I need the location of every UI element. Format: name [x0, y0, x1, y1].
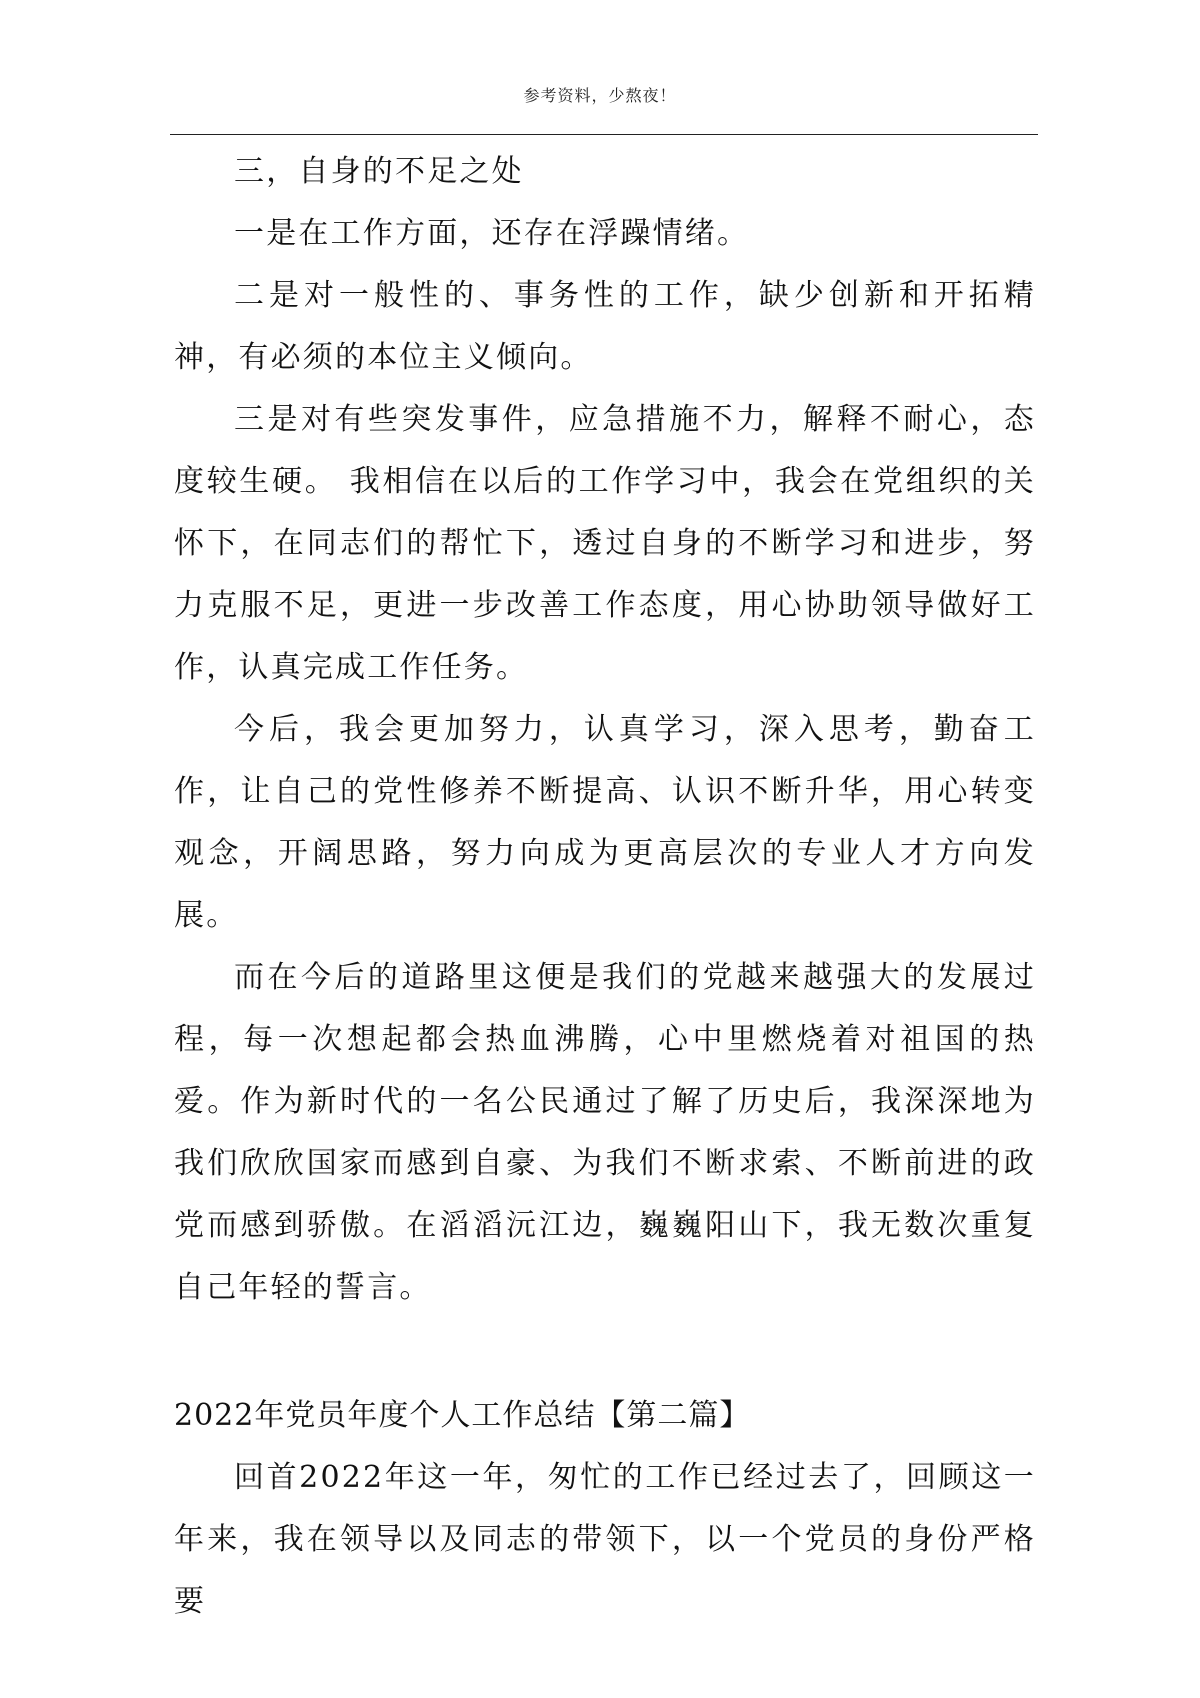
paragraph: 今后，我会更加努力，认真学习，深入思考，勤奋工作，让自己的党性修养不断提高、认识不断升华，用心转变观念，开阔思路，努力向成为更高层次的专业人才方向发展。	[174, 712, 1036, 933]
paragraph: 三是对有些突发事件，应急措施不力，解释不耐心，态度较生硬。 我相信在以后的工作学习中，我会在党组织的关怀下，在同志们的帮忙下，透过自身的不断学习和进步，努力克服不足，更进一步改善工作态度，用心协助领导做好工作，认真完成工作任务。	[174, 402, 1036, 685]
paragraph: 而在今后的道路里这便是我们的党越来越强大的发展过程，每一次想起都会热血沸腾，心中里燃烧着对祖国的热爱。作为新时代的一名公民通过了解了历史后，我深深地为我们欣欣国家而感到自豪、为我们不断求索、不断前进的政党而感到骄傲。在滔滔沅江边，巍巍阳山下，我无数次重复自己年轻的誓言。	[174, 960, 1036, 1305]
paragraph: 回首2022年这一年，匆忙的工作已经过去了，回顾这一年来，我在领导以及同志的带领下，以一个党员的身份严格要	[174, 1460, 1036, 1619]
page-header: 参考资料，少熬夜！	[523, 86, 677, 105]
paragraph: 三，自身的不足之处	[234, 154, 524, 189]
document-body	[174, 141, 1036, 1633]
header-divider	[170, 134, 1038, 135]
paragraph: 二是对一般性的、事务性的工作，缺少创新和开拓精神，有必须的本位主义倾向。	[174, 278, 1036, 375]
section-title: 2022年党员年度个人工作总结【第二篇】	[174, 1398, 751, 1433]
paragraph: 一是在工作方面，还存在浮躁情绪。	[234, 216, 750, 251]
